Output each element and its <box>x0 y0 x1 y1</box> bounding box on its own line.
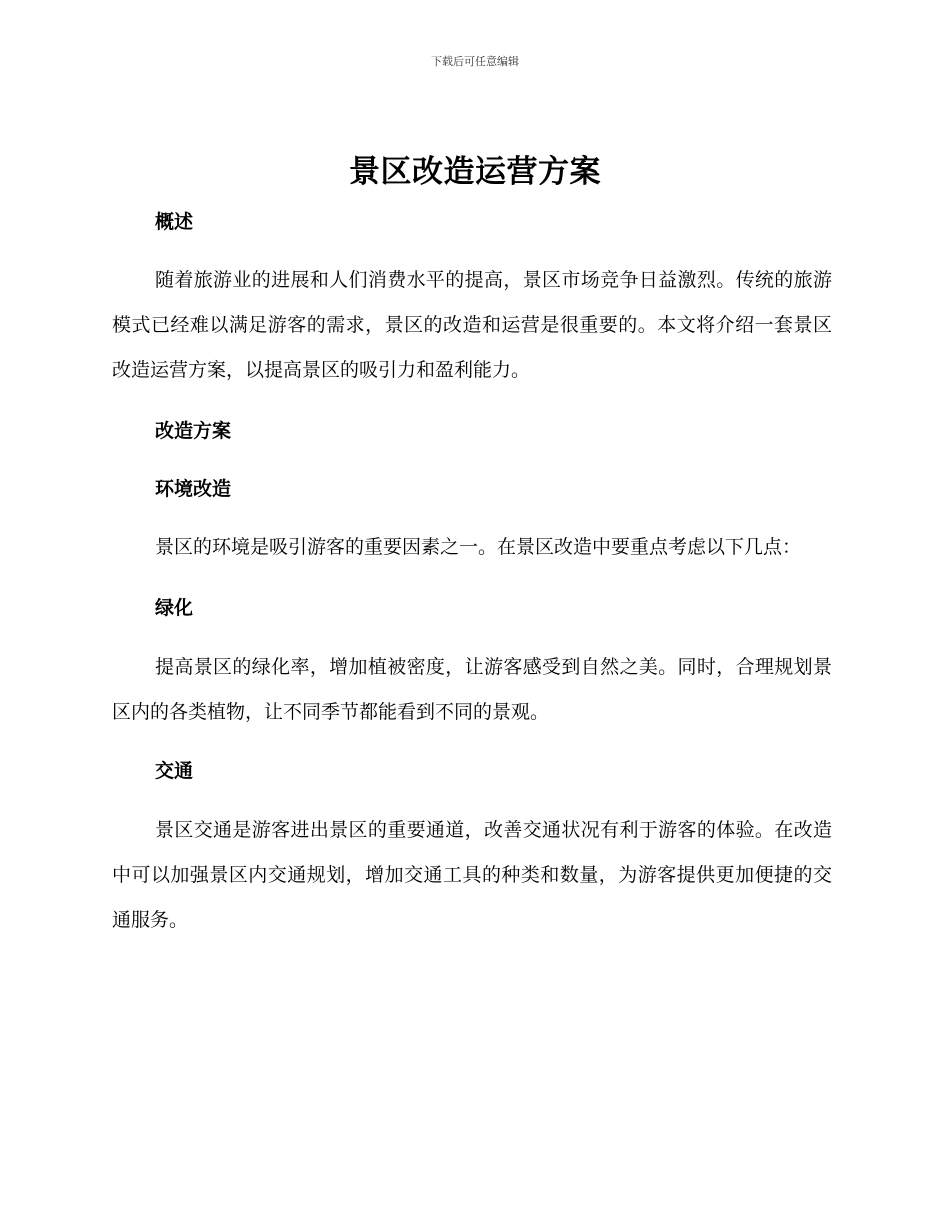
document-body <box>112 202 832 943</box>
section-heading-greening: 绿化 <box>155 597 194 619</box>
section-paragraph-environment: 景区的环境是吸引游客的重要因素之一。在景区改造中要重点考虑以下几点： <box>155 536 802 558</box>
document-title: 景区改造运营方案 <box>349 154 601 190</box>
page-header-note: 下载后可任意编辑 <box>431 55 519 68</box>
section-heading-overview: 概述 <box>155 211 194 233</box>
section-heading-environment: 环境改造 <box>155 478 232 500</box>
section-paragraph-overview: 随着旅游业的进展和人们消费水平的提高，景区市场竞争日益激烈。传统的旅游模式已经难以满足游客的需求，景区的改造和运营是很重要的。本文将介绍一套景区改造运营方案，以提高景区的吸引力和盈利能力。 <box>112 269 832 381</box>
section-heading-traffic: 交通 <box>155 760 194 782</box>
section-heading-plan: 改造方案 <box>155 420 232 442</box>
section-paragraph-greening: 提高景区的绿化率，增加植被密度，让游客感受到自然之美。同时，合理规划景区内的各类植物，让不同季节都能看到不同的景观。 <box>112 656 832 723</box>
section-paragraph-traffic: 景区交通是游客进出景区的重要通道，改善交通状况有利于游客的体验。在改造中可以加强景区内交通规划，增加交通工具的种类和数量，为游客提供更加便捷的交通服务。 <box>112 819 832 931</box>
